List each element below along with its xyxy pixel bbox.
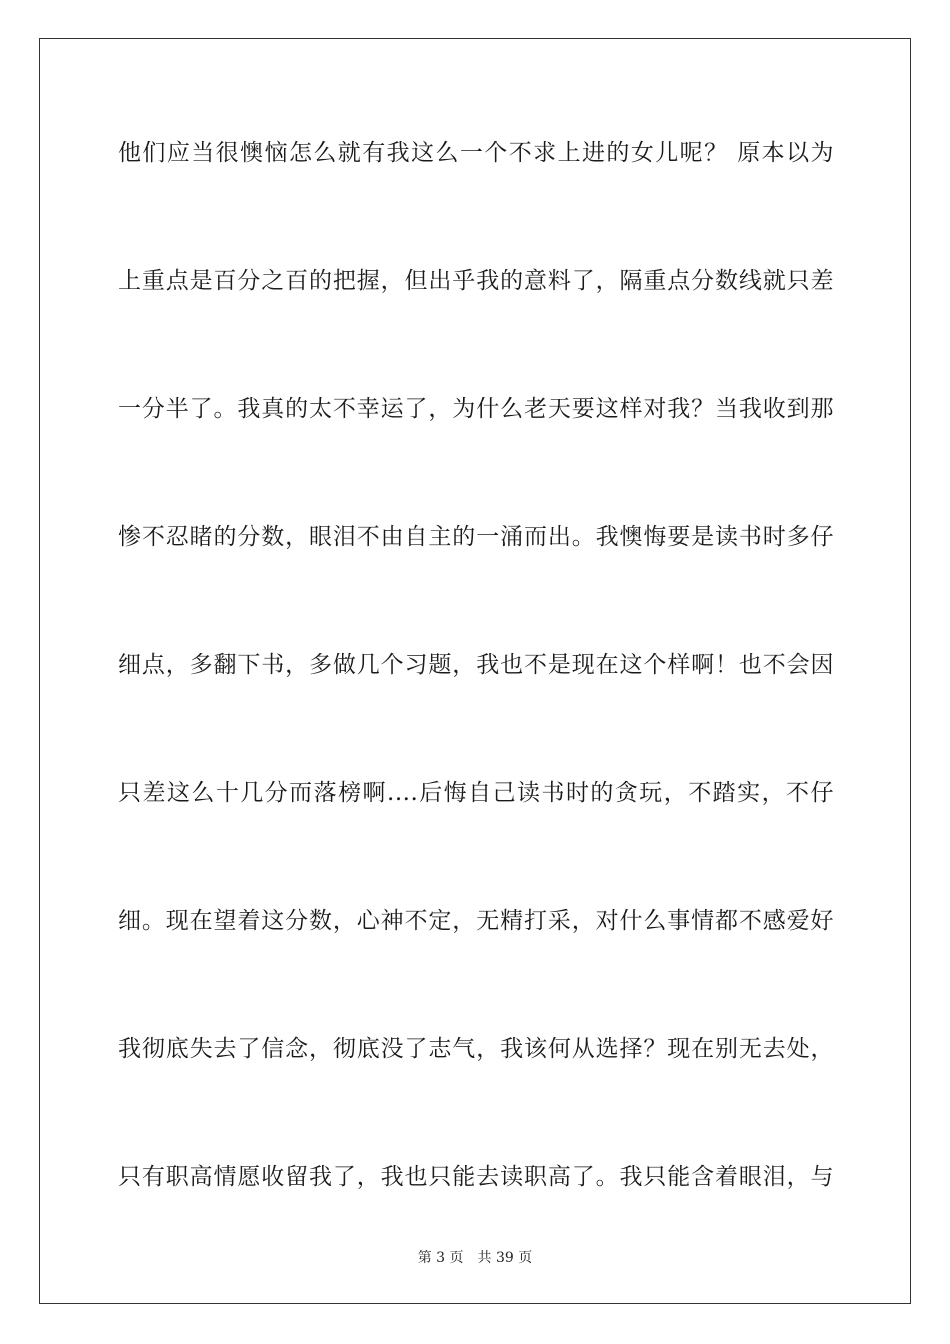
text-line-9: 只有职高情愿收留我了，我也只能去读职高了。我只能含着眼泪，与 <box>118 1164 834 1190</box>
text-line-1: 他们应当很懊恼怎么就有我这么一个不求上进的女儿呢？ 原本以为 <box>118 140 834 166</box>
text-line-7: 细。现在望着这分数，心神不定，无精打采，对什么事情都不感爱好 <box>118 908 834 934</box>
text-line-5: 细点，多翻下书，多做几个习题，我也不是现在这个样啊！也不会因 <box>118 652 834 678</box>
page-footer <box>0 1247 950 1267</box>
total-pages: 共 39 页 <box>477 1250 533 1266</box>
page-number: 第 3 页 <box>417 1250 464 1266</box>
text-line-2: 上重点是百分之百的把握，但出乎我的意料了，隔重点分数线就只差 <box>118 268 834 294</box>
text-line-4: 惨不忍睹的分数，眼泪不由自主的一涌而出。我懊悔要是读书时多仔 <box>118 524 834 550</box>
text-line-8: 我彻底失去了信念，彻底没了志气，我该何从选择？现在别无去处， <box>118 1036 834 1062</box>
text-line-3: 一分半了。我真的太不幸运了，为什么老天要这样对我？当我收到那 <box>118 396 834 422</box>
body-text <box>118 128 834 1280</box>
text-line-6: 只差这么十几分而落榜啊....后悔自己读书时的贪玩，不踏实，不仔 <box>118 780 834 806</box>
